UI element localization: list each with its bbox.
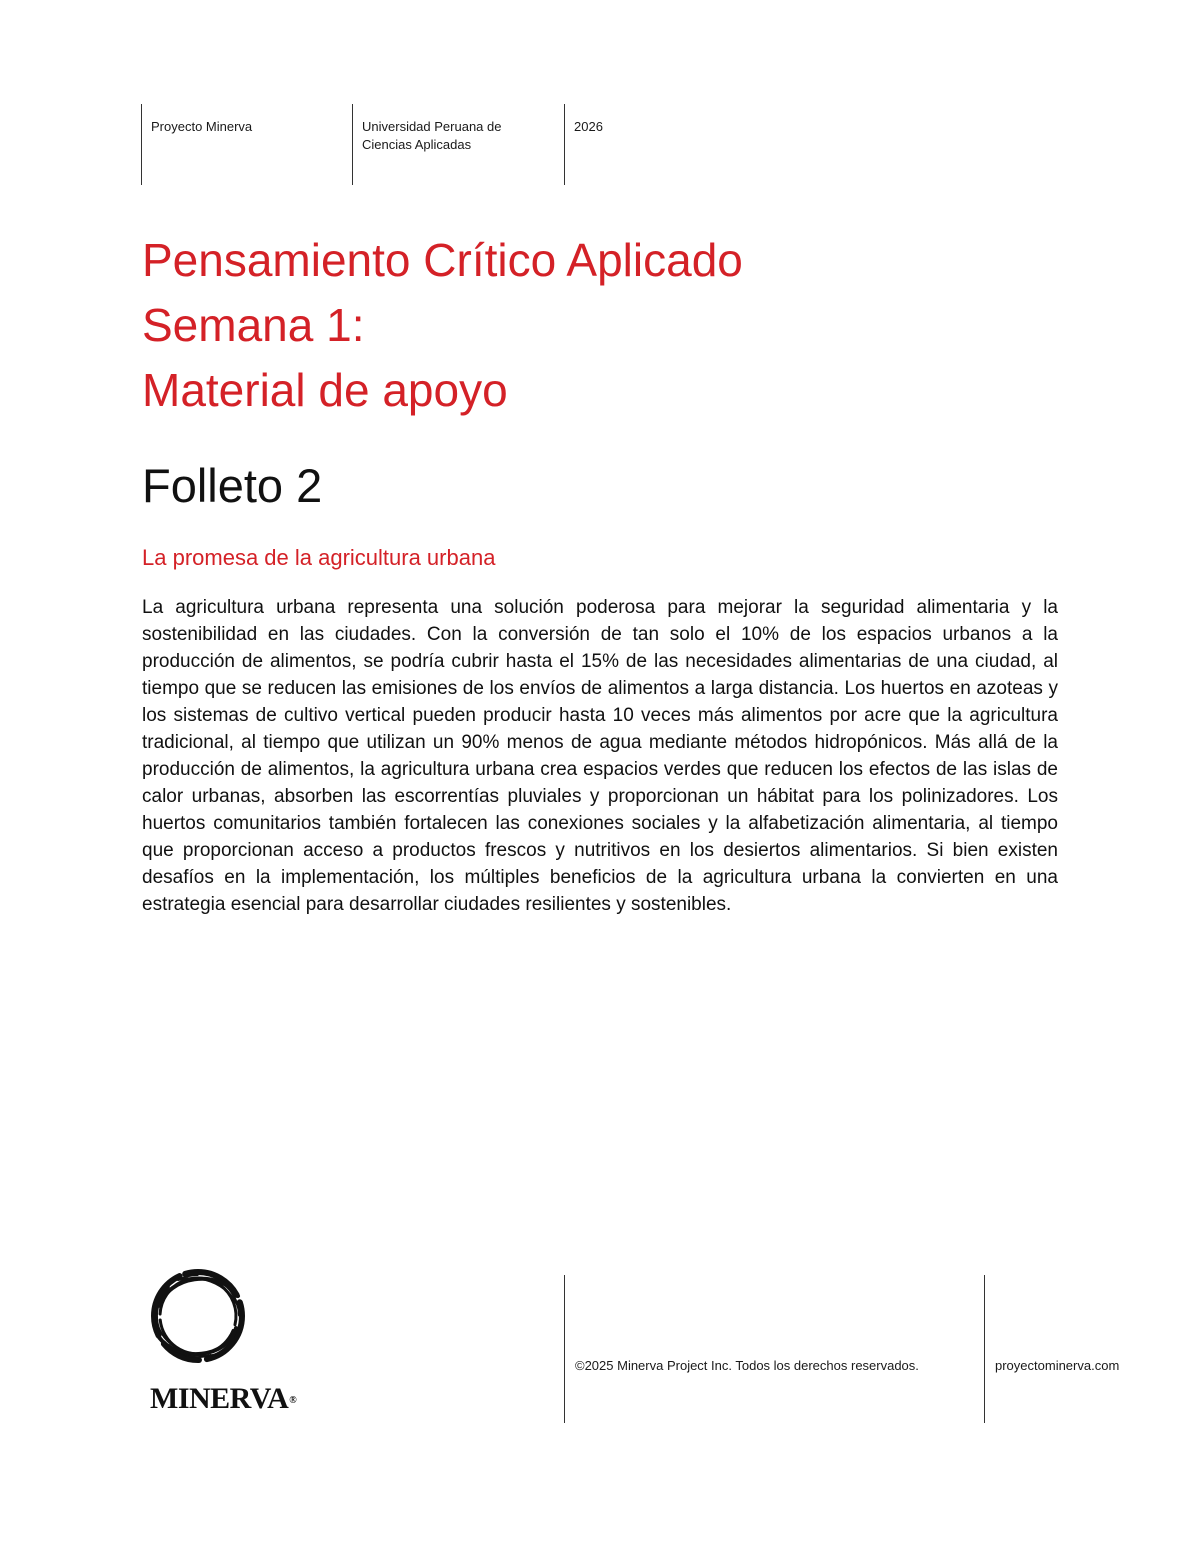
- footer-copyright: [564, 1275, 964, 1423]
- header-year: [564, 104, 764, 185]
- minerva-logo: [148, 1266, 320, 1416]
- header-university-line1: Universidad Peruana de: [362, 119, 502, 134]
- registered-mark: ®: [289, 1395, 297, 1406]
- ring-logo-icon: [148, 1266, 248, 1366]
- section-heading: La promesa de la agricultura urbana: [142, 545, 496, 570]
- header-project: [141, 104, 341, 185]
- footer-website: [984, 1275, 1184, 1423]
- header-university-text: [362, 104, 552, 154]
- logo-wordmark: [150, 1382, 296, 1416]
- header-year-text: 2026: [574, 119, 603, 134]
- footer-website-link[interactable]: proyectominerva.com: [995, 1358, 1120, 1373]
- header-university-line2: Ciencias Aplicadas: [362, 137, 472, 152]
- header-university: [352, 104, 552, 185]
- footer-copyright-text: ©2025 Minerva Project Inc. Todos los derechos reservados.: [575, 1358, 919, 1373]
- logo-wordmark-text: MINERVA: [150, 1382, 289, 1415]
- header-project-text: Proyecto Minerva: [151, 119, 253, 134]
- document-heading: Folleto 2: [142, 459, 323, 512]
- body-paragraph: La agricultura urbana representa una solución poderosa para mejorar la seguridad alimentaria y la sostenibilidad en las ciudades. Con la conversión de tan solo el 10% de los espacios urbanos a la producción de alimentos, se podría cubrir hasta el 15% de las necesidades alimentarias de una ciudad, al tiempo que se reducen las emisiones de los envíos de alimentos a larga distancia. Los huertos en azoteas y los sistemas de cultivo vertical pueden producir hasta 10 veces más alimentos por acre que la agricultura tradicional, al tiempo que utilizan un 90% menos de agua mediante métodos hidropónicos. Más allá de la producción de alimentos, la agricultura urbana crea espacios verdes que reducen los efectos de las islas de calor urbanas, absorben las escorrentías pluviales y proporcionan un hábitat para los polinizadores. Los huertos comunitarios también fortalecen las conexiones sociales y la alfabetización alimentaria, al tiempo que proporcionan acceso a productos frescos y nutritivos en los desiertos alimentarios. Si bien existen desafíos en la implementación, los múltiples beneficios de la agricultura urbana la convierten en una estrategia esencial para desarrollar ciudades resilientes y sostenibles.: [142, 597, 1058, 915]
- title-line-1: Pensamiento Crítico Aplicado: [142, 234, 743, 286]
- title-line-2: Semana 1:: [142, 299, 365, 351]
- title-line-3: Material de apoyo: [142, 364, 508, 416]
